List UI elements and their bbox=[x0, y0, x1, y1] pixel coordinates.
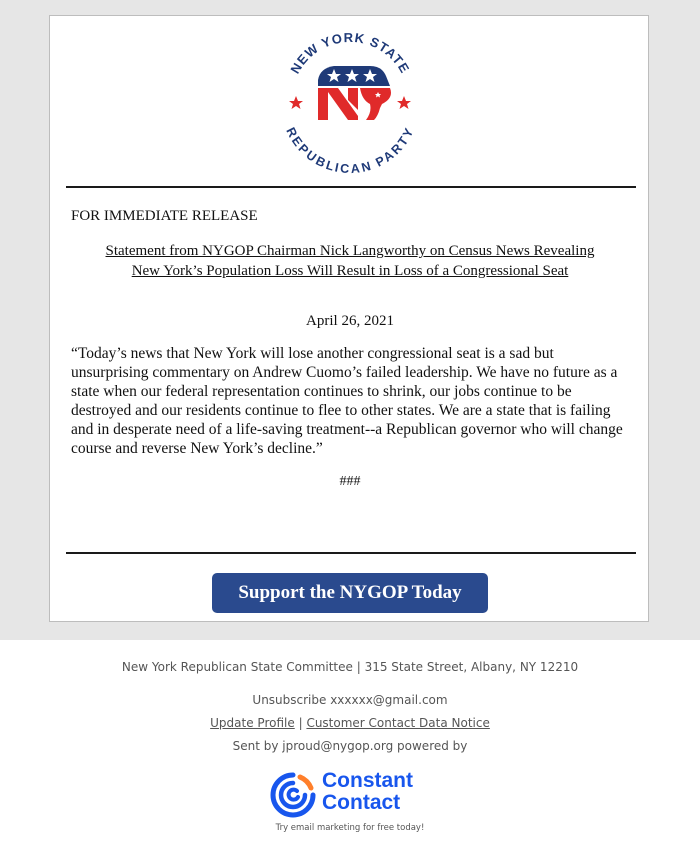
release-headline[interactable]: Statement from NYGOP Chairman Nick Langworthy on Census News Revealing New York’s Population Loss Will Result in Loss of a Congressional Seat bbox=[105, 243, 595, 279]
footer-separator: | bbox=[298, 716, 303, 730]
logo-arc-top: NEW YORK STATE bbox=[287, 29, 413, 77]
svg-text:REPUBLICAN PARTY bbox=[283, 125, 416, 176]
cc-wordmark-line2: Contact bbox=[322, 791, 401, 814]
logo-star-left bbox=[289, 96, 303, 109]
unsubscribe-link[interactable]: Unsubscribe xxxxxx@gmail.com bbox=[252, 693, 448, 707]
customer-notice-link[interactable]: Customer Contact Data Notice bbox=[306, 716, 490, 730]
release-label: FOR IMMEDIATE RELEASE bbox=[71, 208, 258, 224]
logo-star-right bbox=[397, 96, 411, 109]
constant-contact-logo[interactable] bbox=[270, 770, 432, 820]
constant-contact-icon bbox=[270, 772, 316, 818]
logo-monogram bbox=[318, 88, 391, 120]
constant-contact-wordmark bbox=[322, 770, 413, 814]
divider-top bbox=[66, 186, 636, 188]
cc-wordmark-line1: Constant bbox=[322, 769, 413, 792]
nygop-logo bbox=[282, 24, 418, 176]
support-button[interactable]: Support the NYGOP Today bbox=[212, 573, 488, 613]
cc-tagline[interactable]: Try email marketing for free today! bbox=[275, 823, 425, 833]
email-footer bbox=[0, 640, 700, 858]
release-date: April 26, 2021 bbox=[306, 313, 394, 329]
update-profile-link[interactable]: Update Profile bbox=[210, 716, 295, 730]
sent-by-text: Sent by jproud@nygop.org powered by bbox=[232, 739, 468, 753]
statement-quote: “Today’s news that New York will lose another congressional seat is a sad but unsurprising commentary on Andrew Cuomo’s failed leadership. We have no future as a state when our federal representation continues to shrink, our jobs continue to be destroyed and our residents continue to flee to other states. We are a state that is failing and in desperate need of a life-saving treatment--a Republican governor who will change course and reverse New York’s decline.” bbox=[71, 345, 623, 457]
footer-links bbox=[0, 716, 700, 730]
email-card bbox=[49, 15, 649, 622]
end-mark: ### bbox=[339, 474, 361, 489]
logo-arc-bottom: REPUBLICAN PARTY bbox=[283, 125, 417, 176]
footer-address: New York Republican State Committee | 315 State Street, Albany, NY 12210 bbox=[121, 660, 579, 674]
divider-bottom bbox=[66, 552, 636, 554]
